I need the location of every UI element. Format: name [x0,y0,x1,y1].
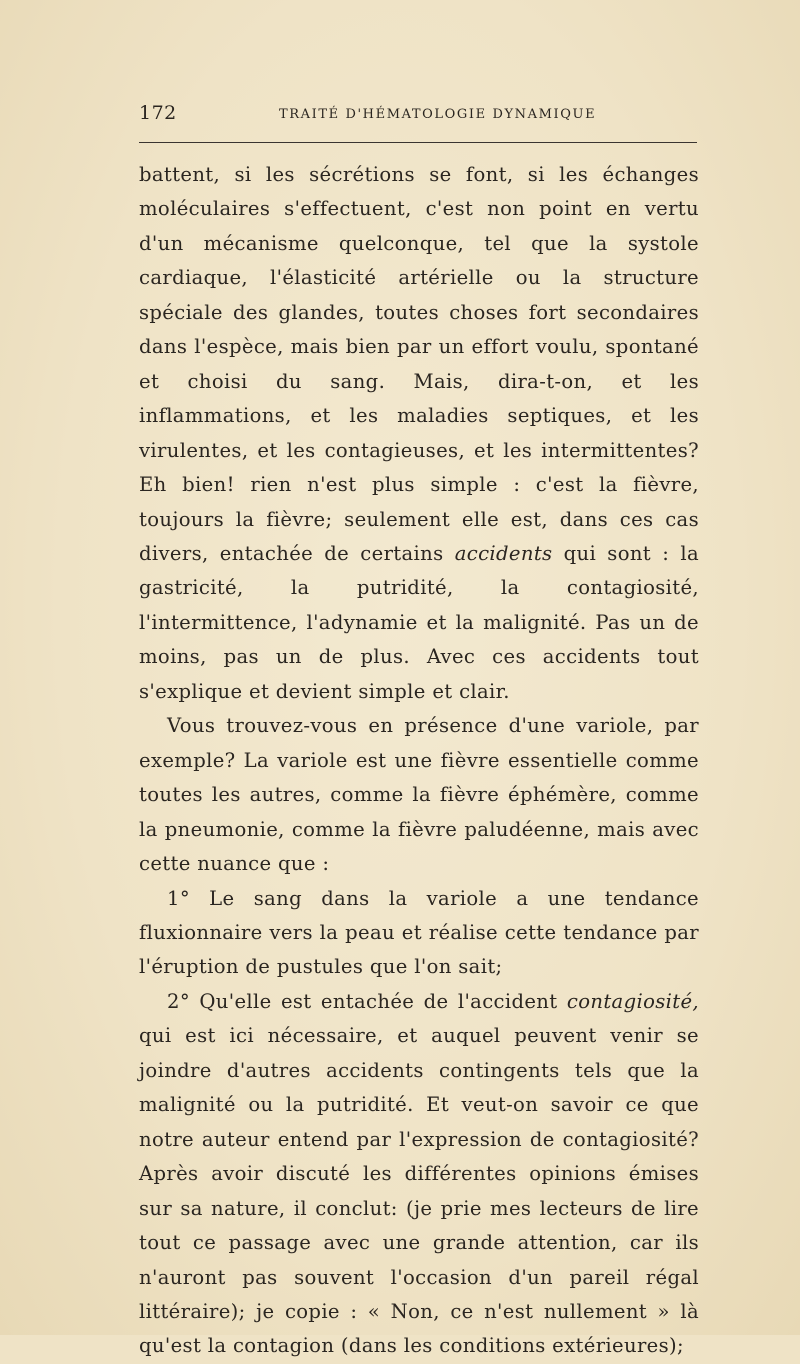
header-rule [139,142,697,143]
paragraph-2: Vous trouvez-vous en présence d'une variole, par exemple? La variole est une fièvre essentielle comme toutes les autres, comme la fièvre éphémère, comme la pneumonie, comme la fièvre paludéenne, mais avec cette nuance que : [139,714,699,876]
page-number: 172 [139,102,177,124]
italic-contagiosite: contagiosité, [566,989,699,1013]
paragraph-4-text-a: 2° Qu'elle est entachée de l'accident [167,989,567,1013]
paragraph-1-text-a: battent, si les sécrétions se font, si les échanges moléculaires s'effectuent, c'est non point en vertu d'un mécanisme quelconque, tel que la systole cardiaque, l'élasticité artérielle ou la structure spéciale des glandes, toutes choses fort secondaires dans l'espèce, mais bien par un effort voulu, spontané et choisi du sang. Mais, dira-t-on, et les inflammations, et les maladies septiques, et les virulentes, et les contagieuses, et les intermittentes? Eh bien! rien n'est plus simple : c'est la fièvre, toujours la fièvre; seulement elle est, dans ces cas divers, entachée de certains [139,163,699,565]
paragraph-1 [139,158,699,709]
body-text [139,158,699,1364]
paragraph-4 [139,985,699,1364]
running-title: TRAITÉ D'HÉMATOLOGIE DYNAMIQUE [279,107,597,122]
italic-accidents: accidents [454,541,553,565]
page-header [139,100,699,130]
paragraph-3: 1° Le sang dans la variole a une tendance fluxionnaire vers la peau et réalise cette tendance par l'éruption de pustules que l'on sait; [139,886,699,979]
paragraph-1-text-b: qui sont : la gastricité, la putridité, la contagiosité, l'intermittence, l'adynamie et la malignité. Pas un de moins, pas un de plus. Avec ces accidents tout s'explique et devient simple et clair. [139,541,699,703]
paragraph-4-text-b: qui est ici nécessaire, et auquel peuvent venir se joindre d'autres accidents contingents tels que la malignité ou la putridité. Et veut-on savoir ce que notre auteur entend par l'expression de contagiosité? Après avoir discuté les différentes opinions émises sur sa nature, il conclut: (je prie mes lecteurs de lire tout ce passage avec une grande attention, car ils n'auront pas souvent l'occasion d'un pareil régal littéraire); je copie : « Non, ce n'est nullement » là qu'est la contagion (dans les conditions extérieures); [139,1024,699,1358]
